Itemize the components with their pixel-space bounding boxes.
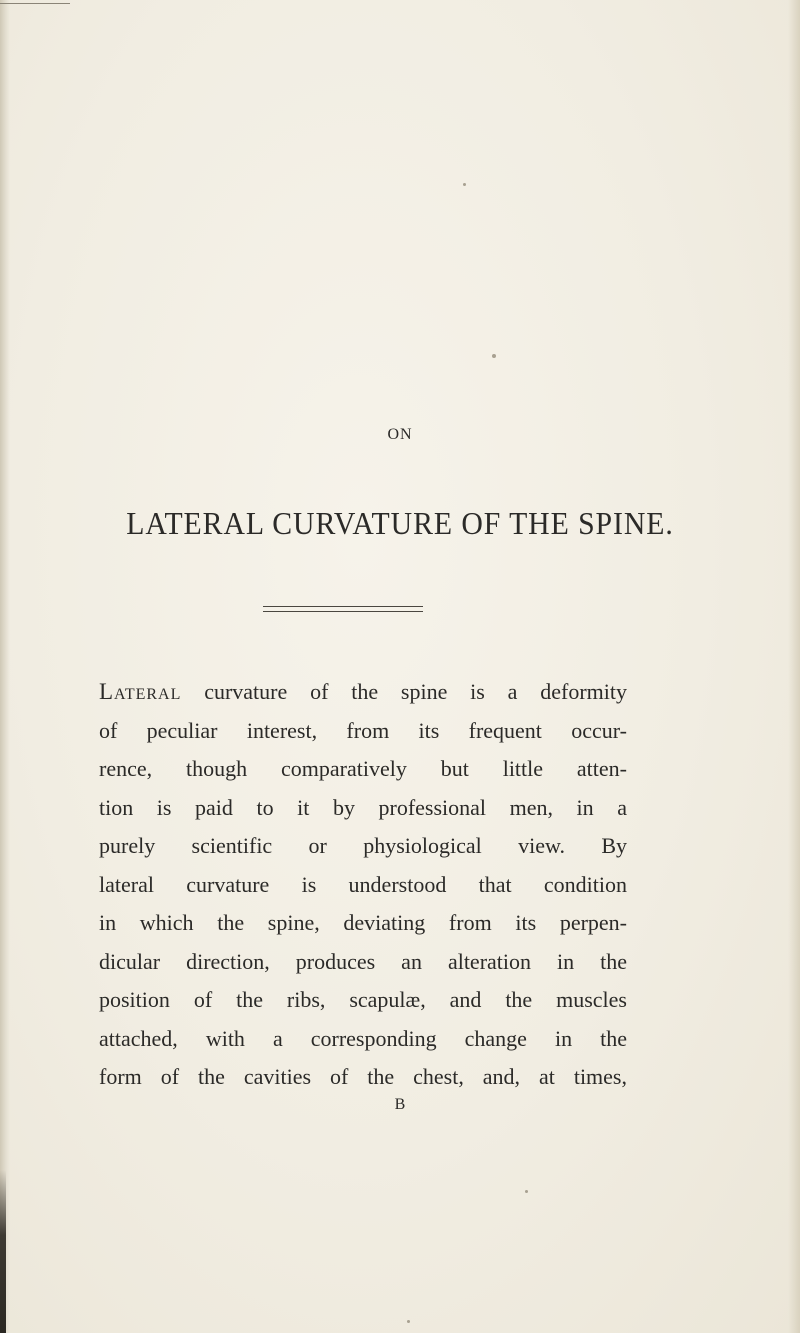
text-line: in which the spine, deviating from its perpen-: [99, 910, 627, 935]
paper-speck: [407, 1320, 410, 1323]
text-line: [99, 673, 627, 712]
page-title: LATERAL CURVATURE OF THE SPINE.: [126, 505, 674, 541]
paper-speck: [492, 354, 496, 358]
binding-shadow: [0, 1170, 6, 1333]
text-line: form of the cavities of the chest, and, at times,: [99, 1064, 627, 1089]
paper-speck: [463, 183, 466, 186]
text-line: dicular direction, produces an alteration in the: [99, 948, 627, 974]
top-edge-line: [0, 3, 70, 4]
page-right-edge: [788, 0, 800, 1333]
text-line: of peculiar interest, from its frequent occur-: [99, 717, 627, 743]
title-divider: [263, 606, 423, 612]
text-line: lateral curvature is understood that condition: [99, 871, 627, 897]
signature-mark: B: [394, 1096, 406, 1113]
text-line: purely scientific or physiological view. By: [99, 833, 627, 858]
page-left-edge: [0, 0, 10, 1333]
text-line: tion is paid to it by professional men, in a: [99, 794, 627, 820]
lead-word: Lateral: [99, 679, 182, 704]
text-line: attached, with a corresponding change in the: [99, 1025, 627, 1051]
paper-speck: [525, 1190, 528, 1193]
text-line: position of the ribs, scapulæ, and the muscles: [99, 987, 627, 1012]
text-line: rence, though comparatively but little atten-: [99, 756, 627, 781]
text-line-rest: curvature of the spine is a deformity: [181, 679, 627, 704]
title-prefix: ON: [387, 426, 413, 443]
body-paragraph: [99, 673, 627, 1097]
